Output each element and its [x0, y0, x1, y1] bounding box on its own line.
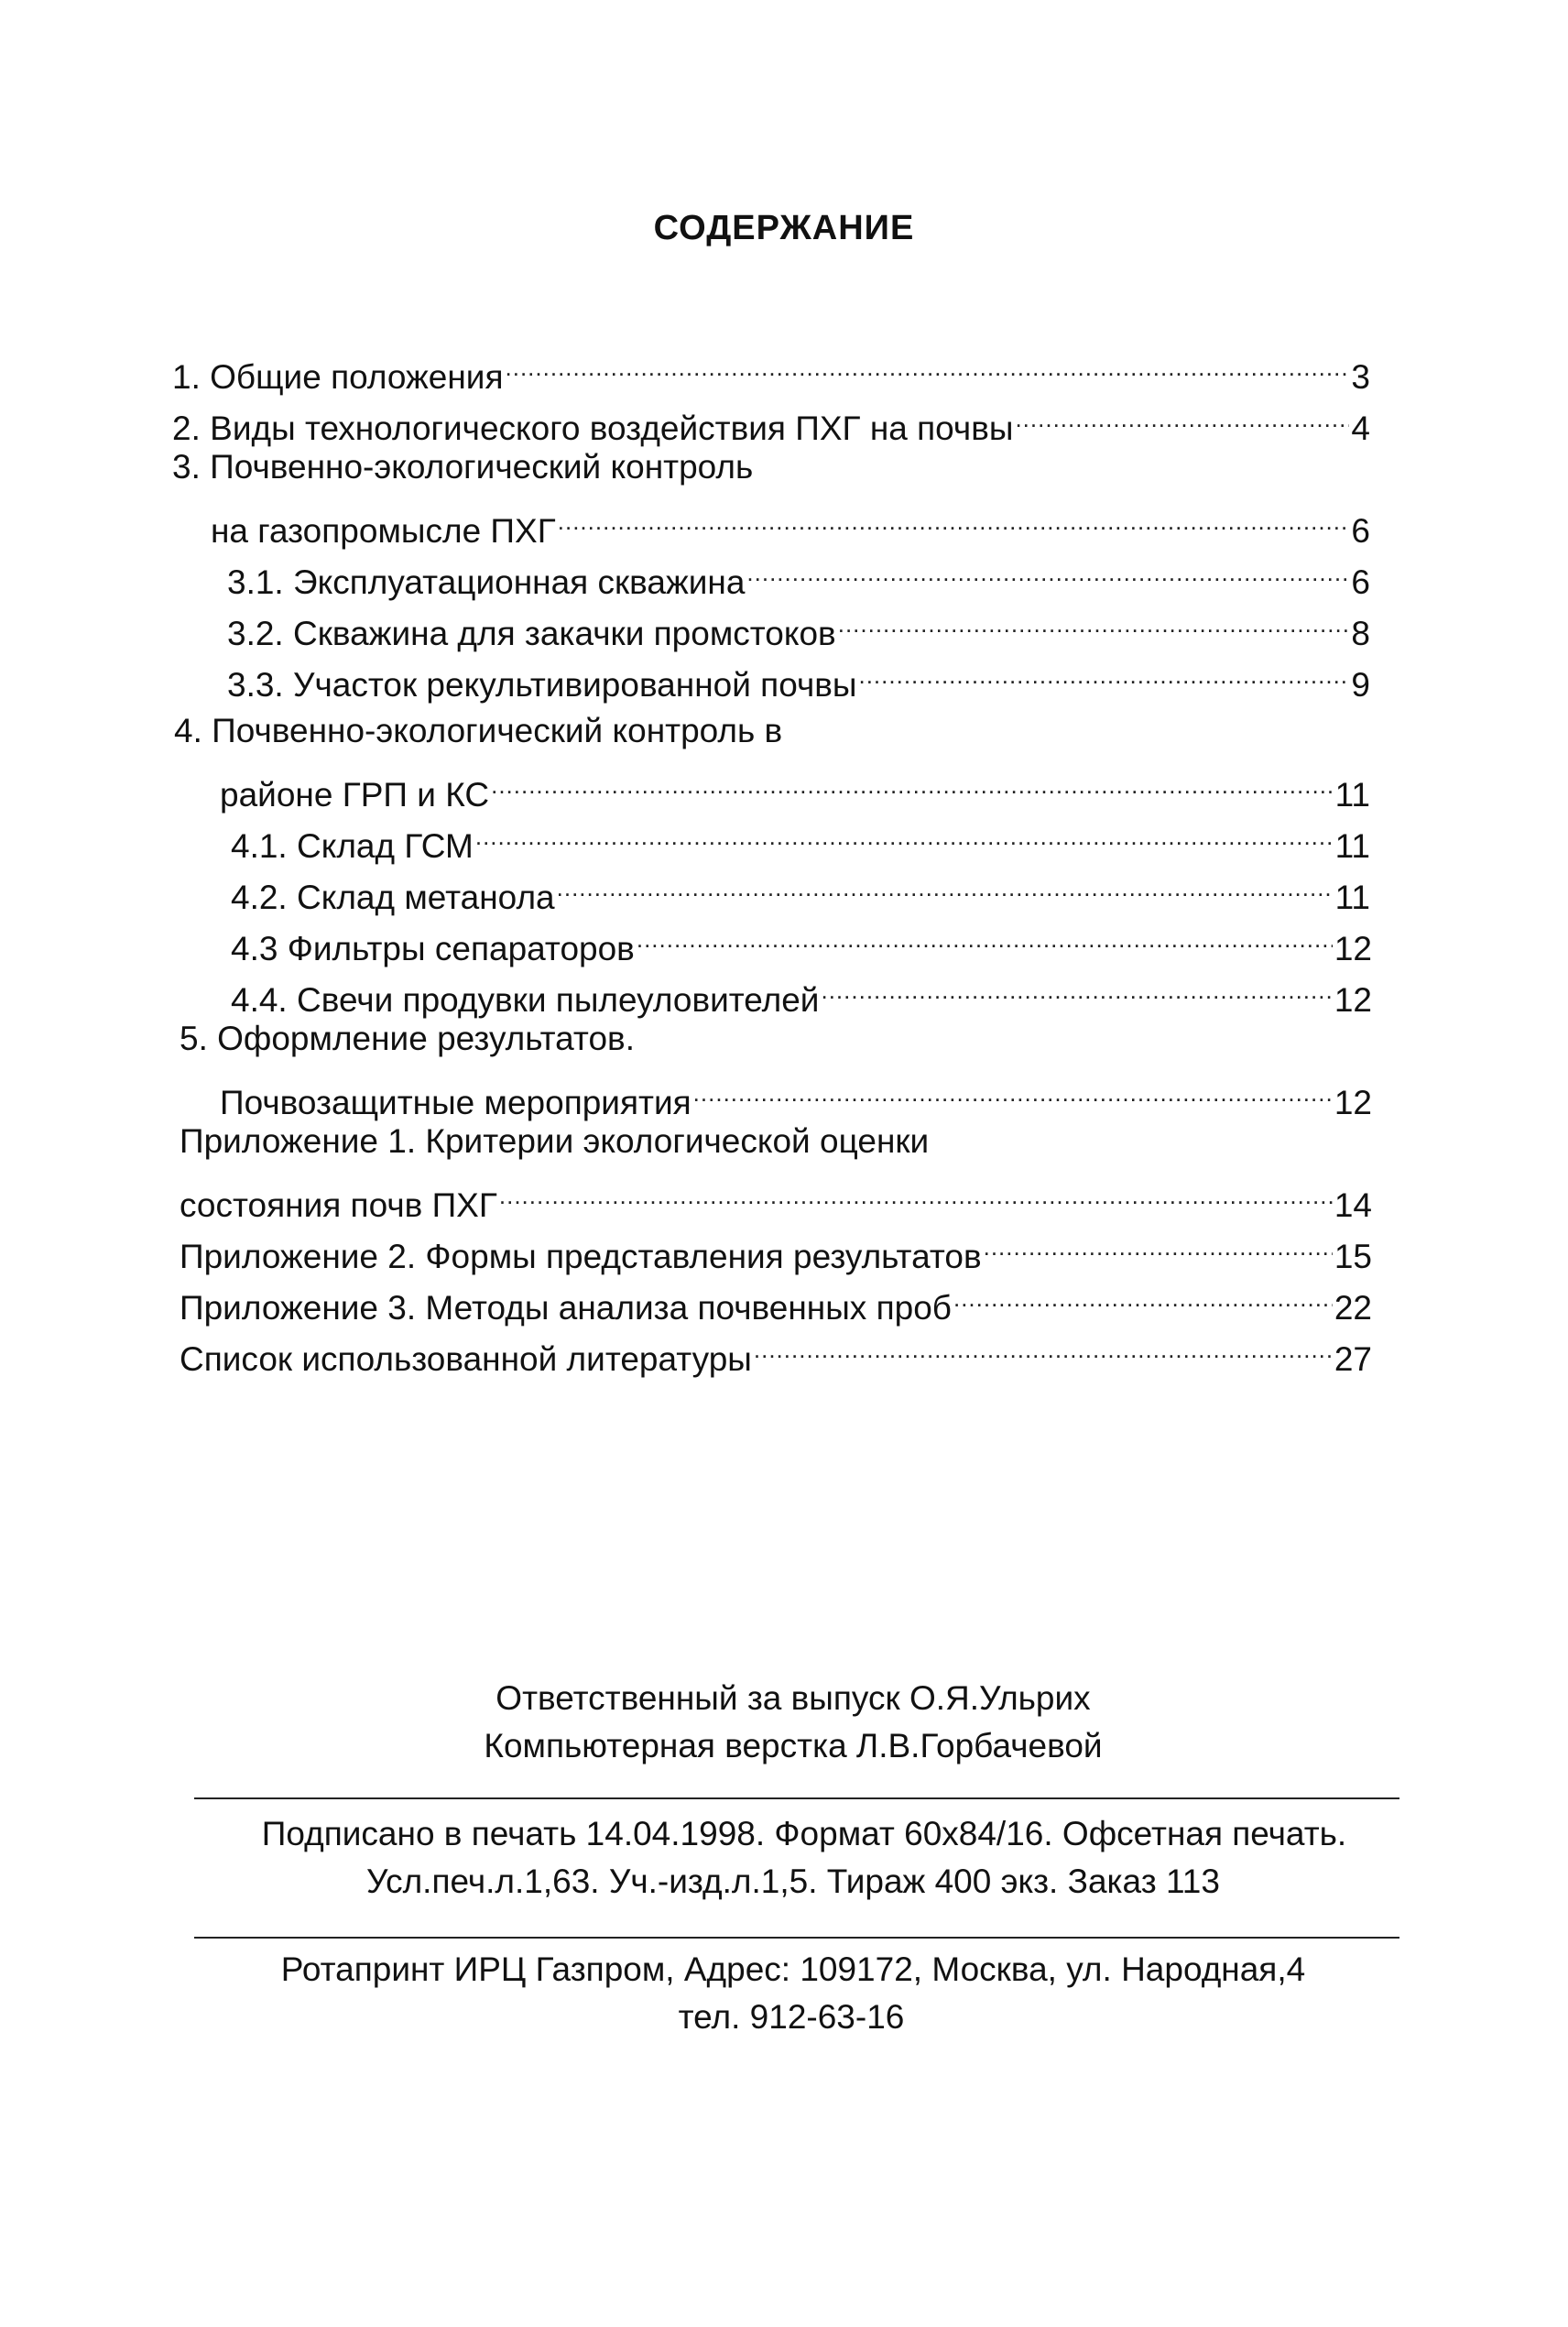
toc-entry-label: 5. Оформление результатов. — [180, 1020, 635, 1057]
toc-entry-page: 3 — [1351, 358, 1370, 396]
toc-entry-label: состояния почв ПХГ — [180, 1186, 497, 1224]
toc-entry-page: 6 — [1351, 512, 1370, 550]
imprint-signed: Подписано в печать 14.04.1998. Формат 60х84/16. Офсетная печать. — [261, 1815, 1347, 1852]
toc-entry-label: 4.2. Склад метанола — [231, 879, 555, 916]
toc-entry — [231, 964, 1372, 1019]
toc-entry-page: 22 — [1334, 1289, 1372, 1327]
toc-entry-label: 3.3. Участок рекультивированной почвы — [227, 666, 857, 704]
toc-leader-dots — [1015, 392, 1349, 440]
toc-leader-dots — [746, 546, 1349, 594]
toc-entry — [220, 1066, 1372, 1121]
toc-entry — [180, 1169, 1372, 1224]
toc-entry — [180, 1272, 1372, 1327]
toc-entry — [172, 392, 1370, 447]
toc-entry — [180, 1220, 1372, 1275]
toc-entry — [220, 759, 1370, 814]
toc-leader-dots — [499, 1169, 1333, 1217]
toc-entry — [211, 495, 1370, 550]
toc-leader-dots — [838, 597, 1350, 645]
toc-leader-dots — [821, 964, 1332, 1011]
toc-leader-dots — [506, 341, 1350, 388]
toc-entry-label: Приложение 3. Методы анализа почвенных проб — [180, 1289, 952, 1327]
toc-entry-page: 14 — [1334, 1186, 1372, 1224]
toc-leader-dots — [953, 1272, 1333, 1319]
imprint-layout: Компьютерная верстка Л.В.Горбачевой — [484, 1727, 1103, 1764]
toc-entry-label: 4.1. Склад ГСМ — [231, 827, 474, 865]
toc-entry-label: Приложение 1. Критерии экологической оценки — [180, 1122, 930, 1160]
toc-entry-label: Почвозащитные мероприятия — [220, 1084, 691, 1121]
toc-entry — [180, 1323, 1372, 1378]
toc-entry-label: 3. Почвенно-экологический контроль — [172, 448, 754, 486]
toc-leader-dots — [475, 810, 1334, 858]
toc-entry-page: 4 — [1351, 410, 1370, 447]
toc-entry-page: 9 — [1351, 666, 1370, 704]
toc-entry-label: Приложение 2. Формы представления результатов — [180, 1238, 982, 1275]
toc-leader-dots — [637, 912, 1333, 960]
toc-entry — [231, 810, 1370, 865]
toc-entry — [227, 597, 1370, 652]
toc-entry-label: 1. Общие положения — [172, 358, 504, 396]
toc-leader-dots — [558, 495, 1350, 542]
toc-entry — [180, 1118, 1372, 1165]
imprint-specs: Усл.печ.л.1,63. Уч.-изд.л.1,5. Тираж 400 экз. Заказ 113 — [366, 1863, 1220, 1900]
toc-entry-label: на газопромысле ПХГ — [211, 512, 556, 550]
toc-entry — [227, 546, 1370, 601]
toc-entry-page: 12 — [1334, 981, 1372, 1019]
toc-entry-label: 3.1. Эксплуатационная скважина — [227, 563, 746, 601]
imprint-responsible: Ответственный за выпуск О.Я.Ульрих — [495, 1679, 1091, 1717]
toc-entry — [180, 1015, 1372, 1063]
toc-leader-dots — [491, 759, 1333, 806]
imprint-printer: Ротапринт ИРЦ Газпром, Адрес: 109172, Москва, ул. Народная,4 — [280, 1950, 1306, 1988]
toc-leader-dots — [984, 1220, 1333, 1268]
toc-leader-dots — [754, 1323, 1333, 1371]
toc-entry — [231, 861, 1370, 916]
toc-entry-page: 6 — [1351, 563, 1370, 601]
toc-entry-page: 11 — [1334, 827, 1370, 865]
toc-entry — [231, 912, 1372, 967]
toc-entry-page: 27 — [1334, 1340, 1372, 1378]
toc-leader-dots — [693, 1066, 1333, 1114]
toc-entry — [174, 707, 1370, 755]
toc-entry-label: 4.4. Свечи продувки пылеуловителей — [231, 981, 820, 1019]
toc-entry-page: 8 — [1351, 615, 1370, 652]
toc-leader-dots — [858, 649, 1349, 696]
imprint-phone: тел. 912-63-16 — [678, 1998, 905, 2036]
divider-line — [194, 1937, 1399, 1939]
toc-entry — [172, 341, 1370, 396]
toc-entry — [172, 443, 1370, 491]
toc-entry-page: 11 — [1334, 776, 1370, 814]
toc-entry-label: 3.2. Скважина для закачки промстоков — [227, 615, 836, 652]
toc-leader-dots — [557, 861, 1334, 909]
toc-entry-page: 12 — [1334, 930, 1372, 967]
toc-entry-label: районе ГРП и КС — [220, 776, 490, 814]
toc-entry-label: 4. Почвенно-экологический контроль в — [174, 712, 783, 749]
toc-entry — [227, 649, 1370, 704]
toc-entry-page: 11 — [1334, 879, 1370, 916]
toc-entry-label: 4.3 Фильтры сепараторов — [231, 930, 635, 967]
toc-entry-label: Список использованной литературы — [180, 1340, 752, 1378]
divider-line — [194, 1797, 1399, 1799]
page-title: СОДЕРЖАНИЕ — [653, 209, 915, 247]
toc-entry-label: 2. Виды технологического воздействия ПХГ на почвы — [172, 410, 1014, 447]
toc-entry-page: 12 — [1334, 1084, 1372, 1121]
toc-entry-page: 15 — [1334, 1238, 1372, 1275]
